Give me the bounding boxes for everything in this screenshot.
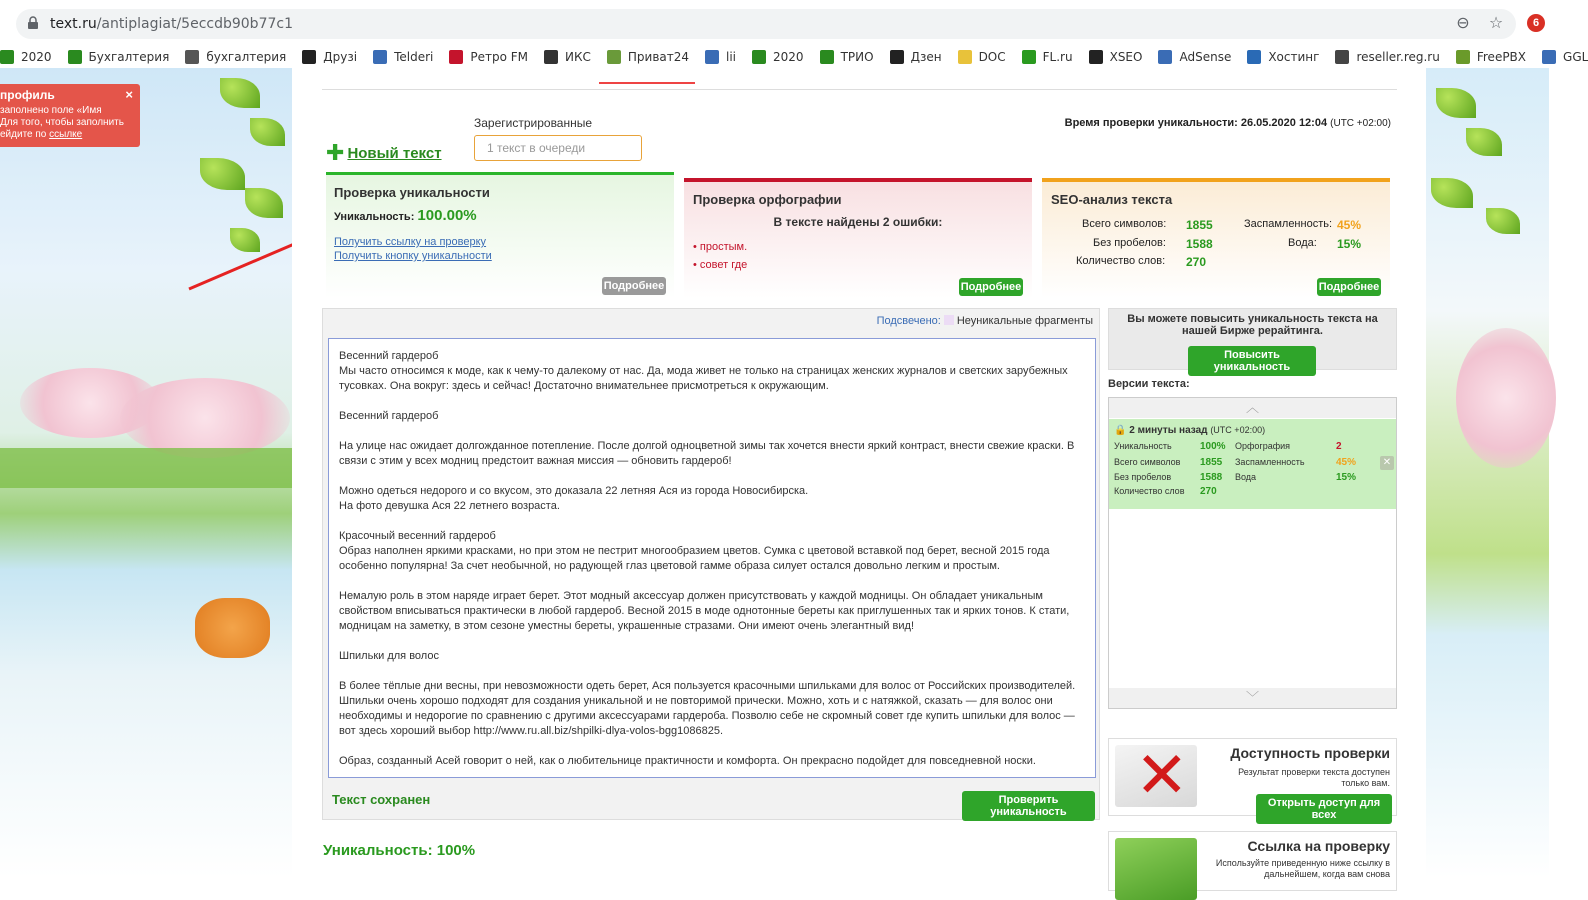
version-item[interactable] [1109,419,1396,509]
browser-urlbar [0,0,1549,46]
bookmark-item[interactable]: DOC [958,50,1006,64]
version-value: 100% [1200,441,1226,452]
notice-link[interactable]: ссылке [49,129,83,140]
version-value: 1855 [1200,457,1223,468]
red-x-icon: ✕ [1135,739,1189,811]
versions-panel [1108,397,1397,709]
extension-badge-icon[interactable]: 6 [1527,14,1545,32]
version-label: Без пробелов [1114,472,1172,482]
access-box [1108,738,1397,821]
details-button[interactable]: Подробнее [959,278,1023,296]
bookmark-item[interactable]: 2020 [0,50,52,64]
open-access-button[interactable]: Открыть доступ для всех [1256,794,1392,824]
bookmark-item[interactable]: Telderi [373,50,433,64]
bookmark-icon [544,50,558,64]
queue-box[interactable]: 1 текст в очереди [474,135,642,161]
version-value: 15% [1336,472,1357,483]
bookmark-icon [68,50,82,64]
text-editor-panel [322,308,1100,820]
nav-item-results[interactable] [599,62,695,84]
version-value: 270 [1200,486,1217,497]
seo-label: Всего символов: [1082,218,1167,230]
version-label: Орфография [1235,441,1291,451]
version-value: 45% [1336,457,1357,468]
registered-label: Зарегистрированные [474,116,593,130]
get-button-link[interactable]: Получить кнопку уникальности [334,250,492,262]
bookmark-icon [705,50,719,64]
bookmark-icon [302,50,316,64]
card-title: SEO-анализ текста [1051,192,1173,207]
card-title: Проверка уникальности [334,185,490,200]
seo-value: 45% [1337,218,1362,232]
bookmark-icon [1456,50,1470,64]
bookmark-icon [1335,50,1349,64]
zoom-icon[interactable]: ⊖ [1456,15,1470,32]
close-icon[interactable]: × [125,87,133,102]
bookmark-icon [1542,50,1556,64]
profile-notice [0,84,140,147]
delete-version-icon[interactable]: ✕ [1380,456,1394,470]
bookmark-icon [820,50,834,64]
link-check-box [1108,831,1397,891]
bookmark-item[interactable]: 2020 [752,50,804,64]
card-title: Проверка орфографии [693,192,842,207]
version-value: 1588 [1200,472,1223,483]
background-right-decoration [1426,68,1549,878]
bookmark-icon [373,50,387,64]
details-button[interactable]: Подробнее [602,277,666,295]
link-check-desc: Используйте приведенную ниже ссылку в дальнейшем, когда вам снова [1215,858,1390,879]
seo-label: Вода: [1288,237,1317,249]
seo-label: Без пробелов: [1093,237,1166,249]
check-uniqueness-button[interactable]: Проверить уникальность [962,791,1095,821]
editor-paragraph: Весенний гардероб [339,410,439,422]
bookmark-item[interactable]: FL.ru [1022,50,1073,64]
scroll-down-icon[interactable]: ﹀ [1109,688,1396,708]
seo-label: Количество слов: [1076,255,1166,267]
notice-line: ейдите по ссылке [0,129,83,140]
bookmark-item[interactable]: XSEO [1089,50,1143,64]
bookmark-icon [1022,50,1036,64]
spelling-subtitle: В тексте найдены 2 ошибки: [773,215,943,229]
bookmark-icon [890,50,904,64]
seo-value: 1588 [1186,237,1213,251]
bookmark-item[interactable]: Приват24 [607,50,689,64]
bookmarks-bar [0,46,1588,68]
url-text: text.ru/antiplagiat/5eccdb90b77c1 [50,16,293,32]
notice-title: профиль [0,88,55,102]
notice-line: заполнено поле «Имя [0,105,102,116]
editor-paragraph: Весенний гардероб Мы часто относимся к моде, как к чему-то далекому от нас. Да, мода живет не только на страницах женских журналов и светских зарубежных тусовках. Она вокруг: здесь и сейчас! Достаточно внимательнее присмотреться к окружающим. [339,350,1068,392]
increase-uniqueness-button[interactable]: Повысить уникальность [1188,346,1316,376]
star-icon[interactable]: ☆ [1488,15,1504,32]
seo-card [1042,178,1390,298]
spelling-card [684,178,1032,298]
bookmark-item[interactable]: Друзі [302,50,357,64]
seo-value: 1855 [1186,218,1213,232]
bookmark-item[interactable]: GGL [1542,50,1588,64]
editor-paragraph: Красочный весенний гардероб Образ наполнен яркими красками, но при этом не пестрит многообразием цветов. Сумка с цветовой вставкой под берет, весной 2015 года особенно популярна! За счет необычной, но радующей глаз цветовой гамме образа силует остался довольно легким и простым. [339,530,1050,572]
plus-icon: ✚ [326,140,345,165]
bookmark-icon [449,50,463,64]
highlight-legend: Подсвечено: Неуникальные фрагменты [876,315,1093,327]
bookmark-item[interactable]: AdSense [1158,50,1231,64]
editor-paragraph: Образ, созданный Асей говорит о ней, как о любительнице практичности и комфорта. Он прекрасно подойдет для повседневной носки. [339,755,1036,767]
bookmark-icon [0,50,14,64]
editor-paragraph: В более тёплые дни весны, при невозможности одеть берет, Ася пользуется красочными шпильками для волос от Российских производителей. Шпильки очень хорошо подходят для создания уникальной и не повторимой прически. Можно, хоть и с натяжкой, сказать — для волос они необходимы и недорогие по сравнению с другими аксессуарами гардероба. Позволю себе не скромный совет где купить шпильки для волос — вот здесь хороший выбор http://www.ru.all.biz/shpilki-dlya-volos-bgg1086825. [339,680,1076,737]
bookmark-icon [752,50,766,64]
bookmark-item[interactable]: бухгалтерия [185,50,286,64]
bookmark-item[interactable]: Бухгалтерия [68,50,170,64]
details-button[interactable]: Подробнее [1317,278,1381,296]
seo-value: 270 [1186,255,1207,269]
uniqueness-summary: Уникальность: 100% [323,842,476,859]
bookmark-icon [1158,50,1172,64]
link-check-title: Ссылка на проверку [1247,838,1390,854]
promo-text: Вы можете повысить уникальность текста на нашей Бирже рерайтинга. [1127,313,1378,337]
bookmark-icon [1247,50,1261,64]
scroll-up-icon[interactable]: ︿ [1109,398,1396,418]
spelling-error[interactable]: • совет где [693,259,748,271]
bookmark-item[interactable]: Ретро FM [449,50,528,64]
access-desc: Результат проверки текста доступен только вам. [1238,767,1390,788]
background-left-decoration [0,68,292,878]
bookmark-item[interactable]: ТРИО [820,50,874,64]
lock-icon [28,17,38,29]
address-bar[interactable] [16,9,1516,39]
seo-label: Заспамленность: [1244,218,1333,230]
top-navigation [322,68,1397,90]
notice-line: Для того, чтобы заполнить [0,117,124,128]
version-label: Вода [1235,472,1257,482]
bookmark-item[interactable]: Дзен [890,50,942,64]
legend-swatch [944,315,954,325]
bookmark-icon [185,50,199,64]
version-label: Заспамленность [1235,457,1305,467]
uniqueness-card [326,172,674,298]
version-label: Количество слов [1114,486,1185,496]
bookmark-icon [1089,50,1103,64]
main-content [292,68,1426,878]
bookmark-icon [958,50,972,64]
promo-box [1108,308,1397,373]
bookmark-item[interactable]: FreePBX [1456,50,1526,64]
bookmark-item[interactable]: ИКС [544,50,591,64]
access-title: Доступность проверки [1230,745,1390,761]
bookmark-item[interactable]: Хостинг [1247,50,1319,64]
version-value: 2 [1336,441,1342,452]
editor-paragraph: Можно одеться недорого и со вкусом, это доказала 22 летняя Ася из города Новосибирска. На фото девушка Ася 22 летнего возраста. [339,485,809,512]
magnifier-icon [1115,838,1197,900]
editor-paragraph: На улице нас ожидает долгожданное потепление. После долгой одноцветной зимы так хочется внести яркий контраст, внести свежие краски. В связи с этим у всех модниц предстоит важная миссия — обновить гардероб! [339,440,1075,467]
new-text-link[interactable]: ✚ Новый текст [326,140,442,165]
saved-status: Текст сохранен [332,792,431,807]
uniqueness-value: Уникальность: 100.00% [334,207,477,224]
check-time: Время проверки уникальности: 26.05.2020 12:04 (UTC +02:00) [1064,117,1391,129]
spelling-error[interactable]: • простым. [693,241,748,253]
bookmark-item[interactable]: lii [705,50,736,64]
version-label: Всего символов [1114,457,1181,467]
editor-paragraph: Немалую роль в этом наряде играет берет. Этот модный аксессуар должен присутствовать у каждой модницы. Он обладает уникальным свойством вписываться практически в любой гардероб. Весной 2015 в моде однотонные береты как приглушенных так и ярких тонов. К стати, модницам на заметку, в этом сезоне уместны береты, украшенные стразами. Они имеют очень элегантный вид! [339,590,1070,632]
get-link-link[interactable]: Получить ссылку на проверку [334,236,487,248]
editor-paragraph: Шпильки для волос [339,650,439,662]
versions-title: Версии текста: [1108,378,1190,390]
version-time: 🔒 2 минуты назад (UTC +02:00) [1114,425,1266,436]
seo-value: 15% [1337,237,1362,251]
nav-item[interactable] [322,62,325,76]
text-editor[interactable] [328,338,1096,778]
version-label: Уникальность [1114,441,1172,451]
bookmark-item[interactable]: reseller.reg.ru [1335,50,1439,64]
